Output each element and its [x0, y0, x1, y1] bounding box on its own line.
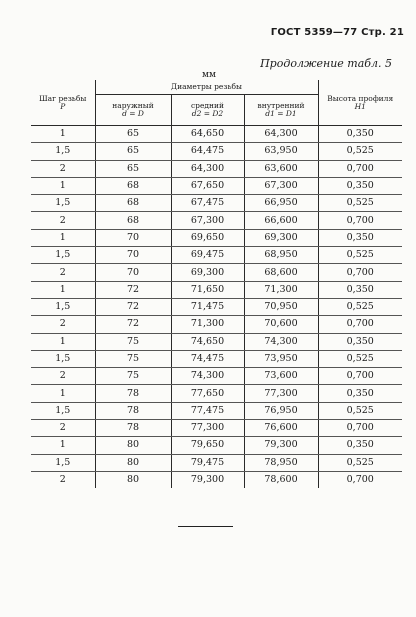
- pitch-cell: 1: [31, 333, 95, 350]
- profile-height-cell: 0,350: [318, 385, 402, 402]
- pitch-cell: 2: [31, 316, 95, 333]
- pitch-cell: 1,5: [31, 143, 95, 160]
- thread-dimensions-table: [31, 80, 402, 488]
- outer-diameter-cell: 75: [95, 333, 171, 350]
- pitch-cell: 1: [31, 229, 95, 246]
- pitch-cell: 1: [31, 126, 95, 143]
- mid-diameter-cell: 67,300: [171, 212, 244, 229]
- outer-diameter-cell: 68: [95, 212, 171, 229]
- inner-diameter-cell: 70,600: [244, 316, 318, 333]
- inner-diameter-cell: 68,950: [244, 247, 318, 264]
- profile-height-cell: 0,525: [318, 402, 402, 419]
- table-row: [31, 420, 402, 437]
- pitch-cell: 1,5: [31, 402, 95, 419]
- outer-diameter-cell: 65: [95, 143, 171, 160]
- profile-height-cell: 0,350: [318, 229, 402, 246]
- inner-diameter-cell: 76,600: [244, 420, 318, 437]
- pitch-cell: 1: [31, 177, 95, 194]
- pitch-cell: 2: [59, 474, 66, 486]
- outer-diameter-cell: 65: [95, 126, 171, 143]
- table-row: [31, 126, 402, 143]
- table-row: [31, 143, 402, 160]
- table-row: [31, 264, 402, 281]
- header-pitch-symbol: P: [60, 101, 66, 111]
- mid-diameter-cell: 74,475: [171, 350, 244, 367]
- table-row: [31, 454, 402, 471]
- table-body: [31, 126, 402, 489]
- mid-diameter-cell: 77,650: [171, 385, 244, 402]
- profile-height-cell: 0,350: [318, 437, 402, 454]
- header-outer-diameter: [95, 95, 171, 126]
- table-row: [31, 368, 402, 385]
- profile-height-cell: 0,350: [318, 333, 402, 350]
- outer-diameter-cell: 70: [95, 229, 171, 246]
- inner-diameter-cell: 76,950: [244, 402, 318, 419]
- inner-diameter-cell: 71,300: [244, 281, 318, 298]
- outer-diameter-cell: 80: [95, 437, 171, 454]
- profile-height-cell: 0,700: [318, 316, 402, 333]
- profile-height-cell: 0,525: [318, 350, 402, 367]
- outer-diameter-cell: 80: [95, 454, 171, 471]
- inner-diameter-cell: 66,950: [244, 195, 318, 212]
- table-row: [31, 212, 402, 229]
- table-row: [31, 247, 402, 264]
- mid-diameter-cell: 71,475: [171, 298, 244, 315]
- end-rule: [178, 526, 233, 527]
- header-outer-symbol: d = D: [122, 109, 144, 118]
- outer-diameter-cell: 72: [95, 298, 171, 315]
- inner-diameter-cell: 63,600: [244, 160, 318, 177]
- inner-diameter-cell: 79,300: [244, 437, 318, 454]
- mid-diameter-cell: 64,300: [171, 160, 244, 177]
- mid-diameter-cell: 77,475: [171, 402, 244, 419]
- pitch-cell: 2: [31, 420, 95, 437]
- header-mid-symbol: d2 = D2: [191, 109, 224, 118]
- mid-diameter-cell: 64,650: [171, 126, 244, 143]
- profile-height-cell: 0,525: [318, 298, 402, 315]
- mid-diameter-cell: 77,300: [171, 420, 244, 437]
- inner-diameter-cell: 73,600: [244, 368, 318, 385]
- inner-diameter-cell: 73,950: [244, 350, 318, 367]
- inner-diameter-cell: 68,600: [244, 264, 318, 281]
- mid-diameter-cell: 74,650: [171, 333, 244, 350]
- header-inner-symbol: d1 = D1: [265, 109, 297, 118]
- outer-diameter-cell: 70: [95, 264, 171, 281]
- pitch-cell: 1: [31, 281, 95, 298]
- pitch-cell: 2: [31, 264, 95, 281]
- pitch-cell: 1,5: [31, 247, 95, 264]
- table-row: [31, 229, 402, 246]
- inner-diameter-cell: 69,300: [244, 229, 318, 246]
- mid-diameter-cell: 69,300: [171, 264, 244, 281]
- header-mid-diameter: [171, 95, 244, 126]
- header-diameters-group: Диаметры резьбы: [95, 80, 318, 95]
- pitch-cell: 1,5: [31, 454, 95, 471]
- outer-diameter-cell: 70: [95, 247, 171, 264]
- profile-height-cell: 0,700: [318, 160, 402, 177]
- inner-diameter-cell: 64,300: [244, 126, 318, 143]
- pitch-cell: 1,5: [31, 298, 95, 315]
- header-inner-label: внутренний: [257, 101, 305, 110]
- table-row: [31, 350, 402, 367]
- profile-height-cell: 0,525: [318, 454, 402, 471]
- unit-label: мм: [202, 70, 217, 80]
- pitch-cell: 1: [31, 437, 95, 454]
- profile-height-cell: 0,350: [318, 281, 402, 298]
- header-mid-label: средний: [190, 101, 225, 110]
- profile-height-cell: 0,350: [318, 177, 402, 194]
- inner-diameter-cell: 78,600: [244, 471, 318, 488]
- inner-diameter-cell: 63,950: [244, 143, 318, 160]
- profile-height-cell: 0,700: [318, 471, 402, 488]
- pitch-cell: 1: [31, 385, 95, 402]
- inner-diameter-cell: 74,300: [244, 333, 318, 350]
- mid-diameter-cell: 67,650: [171, 177, 244, 194]
- outer-diameter-cell: 75: [95, 350, 171, 367]
- header-height-label: Высота профиля: [327, 93, 394, 103]
- mid-diameter-cell: 79,300: [171, 471, 244, 488]
- pitch-cell: 1,5: [31, 195, 95, 212]
- mid-diameter-cell: 69,475: [171, 247, 244, 264]
- profile-height-cell: 0,350: [318, 126, 402, 143]
- header-outer-label: наружный: [112, 101, 154, 110]
- table-row: [31, 402, 402, 419]
- header-inner-diameter: [244, 95, 318, 126]
- mid-diameter-cell: 79,650: [171, 437, 244, 454]
- mid-diameter-cell: 74,300: [171, 368, 244, 385]
- header-pitch-label: Шаг резьбы: [39, 93, 87, 103]
- profile-height-cell: 0,525: [318, 143, 402, 160]
- outer-diameter-cell: 65: [95, 160, 171, 177]
- table-row: [31, 471, 402, 488]
- inner-diameter-cell: 67,300: [244, 177, 318, 194]
- outer-diameter-cell: 78: [95, 402, 171, 419]
- outer-diameter-cell: 78: [95, 385, 171, 402]
- profile-height-cell: 0,525: [318, 247, 402, 264]
- outer-diameter-cell: 68: [95, 195, 171, 212]
- mid-diameter-cell: 79,475: [171, 454, 244, 471]
- outer-diameter-cell: 72: [95, 316, 171, 333]
- inner-diameter-cell: 78,950: [244, 454, 318, 471]
- profile-height-cell: 0,700: [318, 212, 402, 229]
- header-profile-height: [318, 80, 402, 126]
- profile-height-cell: 0,700: [318, 368, 402, 385]
- profile-height-cell: 0,700: [318, 420, 402, 437]
- pitch-cell: 2: [31, 160, 95, 177]
- outer-diameter-cell: 75: [95, 368, 171, 385]
- table-row: [31, 333, 402, 350]
- table-row: [31, 298, 402, 315]
- inner-diameter-cell: 70,950: [244, 298, 318, 315]
- table-row: [31, 160, 402, 177]
- mid-diameter-cell: 67,475: [171, 195, 244, 212]
- table-row: [31, 316, 402, 333]
- table-row: [31, 281, 402, 298]
- outer-diameter-cell: 72: [95, 281, 171, 298]
- inner-diameter-cell: 66,600: [244, 212, 318, 229]
- mid-diameter-cell: 64,475: [171, 143, 244, 160]
- outer-diameter-cell: 80: [95, 471, 171, 488]
- table-row: [31, 437, 402, 454]
- profile-height-cell: 0,525: [318, 195, 402, 212]
- mid-diameter-cell: 69,650: [171, 229, 244, 246]
- outer-diameter-cell: 78: [95, 420, 171, 437]
- mid-diameter-cell: 71,300: [171, 316, 244, 333]
- table-row: [31, 177, 402, 194]
- outer-diameter-cell: 68: [95, 177, 171, 194]
- header-height-symbol: H1: [354, 101, 366, 111]
- pitch-cell: 2: [31, 368, 95, 385]
- mid-diameter-cell: 71,650: [171, 281, 244, 298]
- header-pitch: [31, 80, 95, 126]
- page-header: ГОСТ 5359—77 Стр. 21: [270, 27, 404, 38]
- pitch-cell: 1,5: [31, 350, 95, 367]
- profile-height-cell: 0,700: [318, 264, 402, 281]
- table-row: [31, 385, 402, 402]
- pitch-cell: 2: [31, 212, 95, 229]
- table-row: [31, 195, 402, 212]
- table-continuation-label: Продолжение табл. 5: [260, 57, 392, 70]
- inner-diameter-cell: 77,300: [244, 385, 318, 402]
